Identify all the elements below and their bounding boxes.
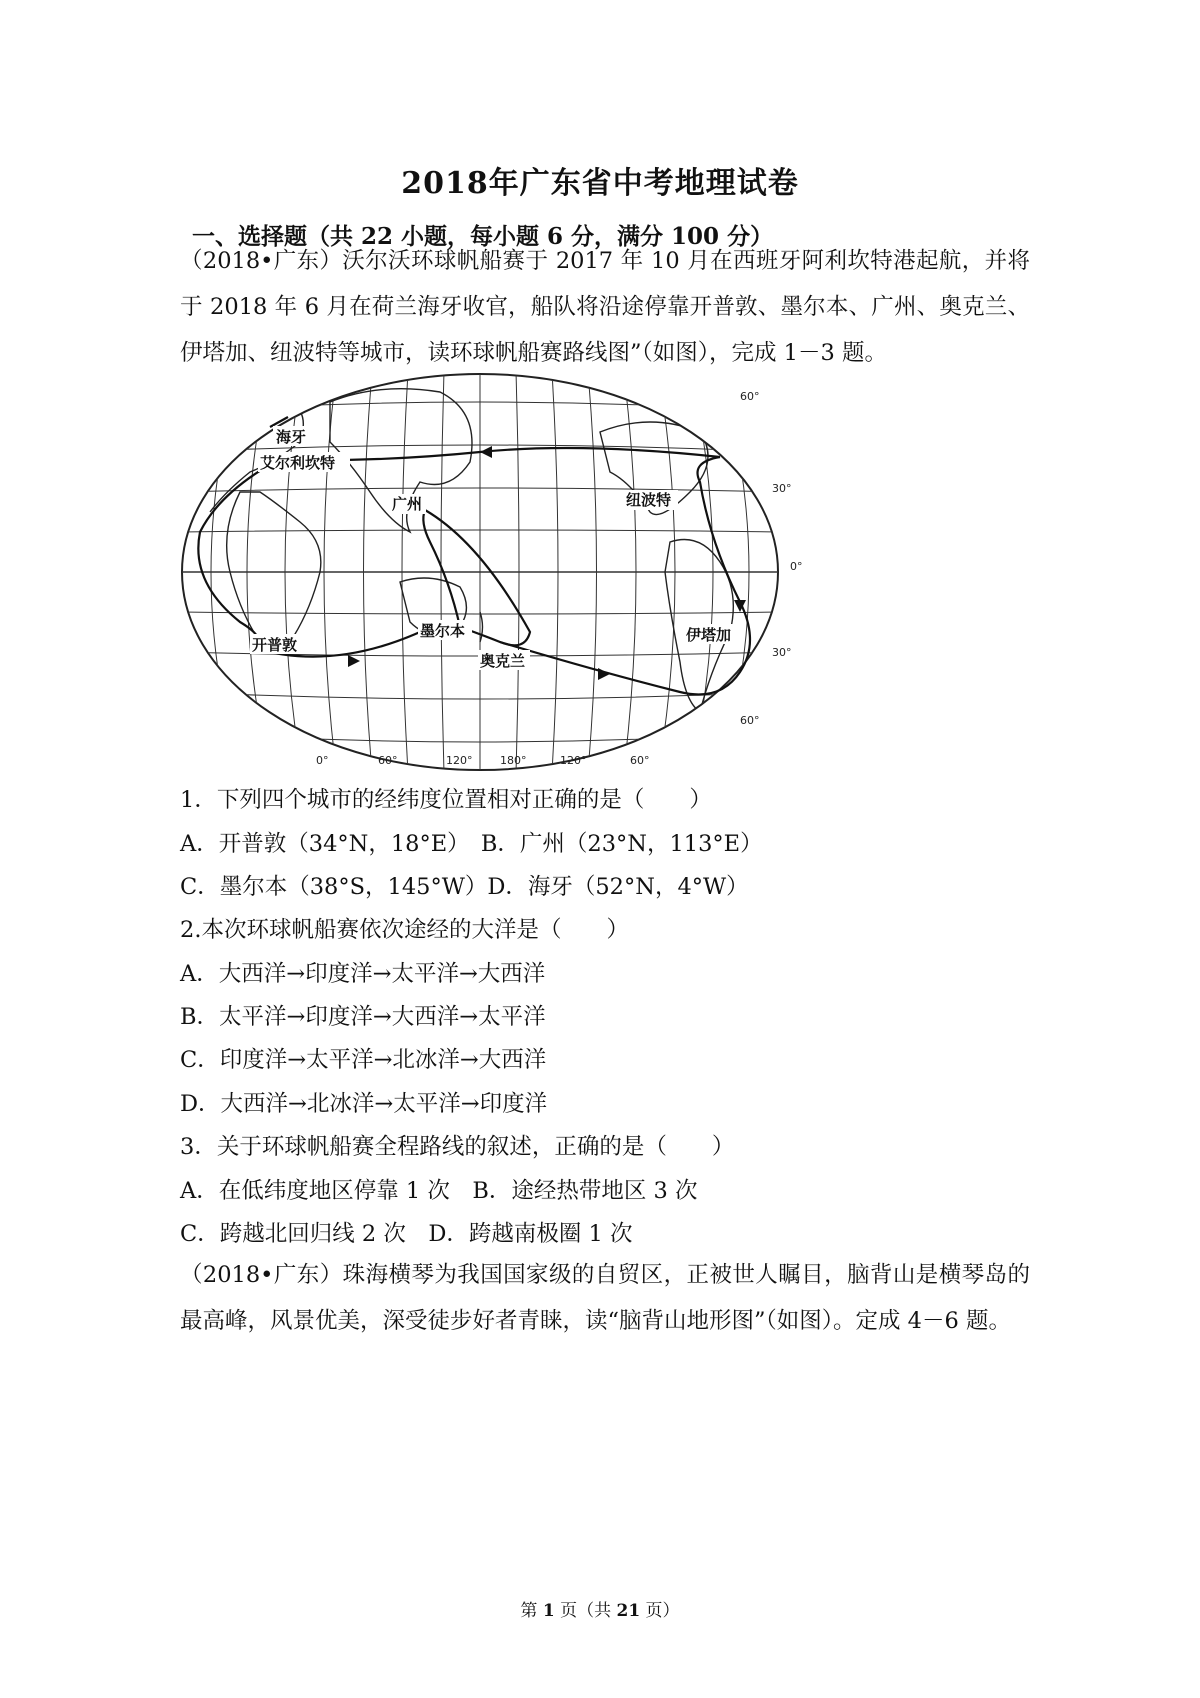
- footer-suffix: 页）: [640, 1601, 680, 1621]
- lat-tick-30n: 30°: [772, 482, 792, 495]
- passage-intro-1: （2018•广东）沃尔沃环球帆船赛于 2017 年 10 月在西班牙阿利坎特港起航，并将于 2018 年 6 月在荷兰海牙收官，船队将沿途停靠开普敦、墨尔本、广州、奥克兰、伊塔加、纽波特等城市，读环球帆船赛路线图”（如图），完成 1－3 题。: [180, 248, 1030, 366]
- label-itajai: 伊塔加: [686, 626, 732, 644]
- footer-prefix: 第: [520, 1601, 543, 1621]
- lon-tick-60: 60°: [378, 754, 398, 767]
- label-auckland: 奥克兰: [480, 652, 526, 670]
- footer-total-pages: 21: [616, 1601, 641, 1621]
- section-heading: 一、选择题（共 22 小题，每小题 6 分，满分 100 分）: [192, 223, 774, 250]
- page-footer: [0, 1596, 1200, 1621]
- label-newport: 纽波特: [626, 491, 672, 509]
- question-2-option-d: D．大西洋→北冰洋→太平洋→印度洋: [180, 1091, 548, 1117]
- lon-tick-120w: 120°: [560, 754, 587, 767]
- lat-tick-0: 0°: [790, 560, 803, 573]
- question-1-stem: 1．下列四个城市的经纬度位置相对正确的是（ ）: [180, 787, 712, 813]
- label-hague: 海牙: [276, 428, 307, 446]
- label-guangzhou: 广州: [392, 495, 423, 513]
- page-title: 2018年广东省中考地理试卷: [401, 166, 799, 201]
- question-3-stem: 3．关于环球帆船赛全程路线的叙述，正确的是（ ）: [180, 1134, 735, 1160]
- lat-tick-60s: 60°: [740, 714, 760, 727]
- question-2-stem: 2.本次环球帆船赛依次途经的大洋是（ ）: [180, 917, 629, 943]
- sailing-route-map: [180, 372, 820, 812]
- label-melbourne: 墨尔本: [420, 622, 466, 640]
- question-2-option-c: C．印度洋→太平洋→北冰洋→大西洋: [180, 1047, 547, 1073]
- lat-tick-60n: 60°: [740, 390, 760, 403]
- passage-intro-2: （2018•广东）珠海横琴为我国国家级的自贸区，正被世人瞩目，脑背山是横琴岛的最高峰，风景优美，深受徒步好者青睐，读“脑背山地形图”（如图）。定成 4－6 题。: [180, 1262, 1030, 1334]
- question-2-option-b: B．太平洋→印度洋→大西洋→太平洋: [180, 1004, 546, 1030]
- lon-tick-180: 180°: [500, 754, 527, 767]
- footer-middle: 页（共: [554, 1601, 617, 1621]
- label-alicante: 艾尔利坎特: [260, 454, 336, 472]
- lon-tick-0: 0°: [316, 754, 329, 767]
- label-capetown: 开普敦: [252, 636, 298, 654]
- question-1-options-ab: A．开普敦（34°N，18°E） B．广州（23°N，113°E）: [180, 831, 763, 857]
- footer-page-number: 1: [542, 1601, 555, 1621]
- question-3-options-ab: A．在低纬度地区停靠 1 次 B．途经热带地区 3 次: [180, 1178, 698, 1204]
- question-1-options-cd: C．墨尔本（38°S，145°W）D．海牙（52°N，4°W）: [180, 874, 749, 900]
- lat-tick-30s: 30°: [772, 646, 792, 659]
- lon-tick-120: 120°: [446, 754, 473, 767]
- question-3-options-cd: C．跨越北回归线 2 次 D．跨越南极圈 1 次: [180, 1221, 633, 1247]
- question-2-option-a: A．大西洋→印度洋→太平洋→大西洋: [180, 961, 546, 987]
- lon-tick-60w: 60°: [630, 754, 650, 767]
